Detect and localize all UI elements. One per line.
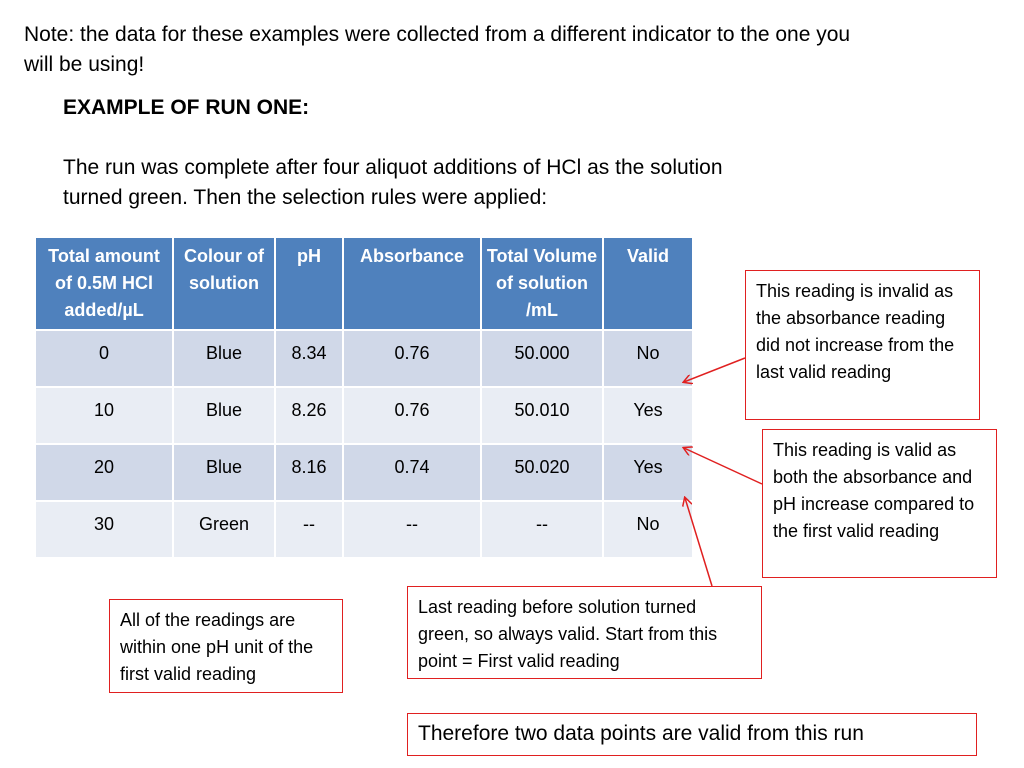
cell-ph: 8.34 <box>275 330 343 387</box>
cell-volume: 50.020 <box>481 444 603 501</box>
header-total-volume: Total Volume of solution /mL <box>481 237 603 330</box>
cell-ph: -- <box>275 501 343 558</box>
cell-hcl: 10 <box>35 387 173 444</box>
cell-colour: Blue <box>173 330 275 387</box>
callout-invalid-reading: This reading is invalid as the absorbance reading did not increase from the last valid reading <box>745 270 980 420</box>
note-text: Note: the data for these examples were collected from a different indicator to the one you will be using! <box>24 23 851 76</box>
arrow-to-row-0 <box>684 358 745 382</box>
arrow-to-row-2 <box>685 498 712 586</box>
cell-valid: No <box>603 330 693 387</box>
cell-volume: -- <box>481 501 603 558</box>
header-ph: pH <box>275 237 343 330</box>
cell-ph: 8.16 <box>275 444 343 501</box>
cell-colour: Green <box>173 501 275 558</box>
callout-ph-unit: All of the readings are within one pH unit of the first valid reading <box>109 599 343 693</box>
callout-valid-reading: This reading is valid as both the absorbance and pH increase compared to the first valid reading <box>762 429 997 578</box>
cell-absorbance: 0.74 <box>343 444 481 501</box>
cell-colour: Blue <box>173 444 275 501</box>
header-colour: Colour of solution <box>173 237 275 330</box>
cell-absorbance: 0.76 <box>343 330 481 387</box>
cell-hcl: 30 <box>35 501 173 558</box>
description-text: The run was complete after four aliquot additions of HCl as the solution turned green. Then the selection rules were applied: <box>63 156 723 209</box>
cell-ph: 8.26 <box>275 387 343 444</box>
cell-absorbance: -- <box>343 501 481 558</box>
header-absorbance: Absorbance <box>343 237 481 330</box>
cell-colour: Blue <box>173 387 275 444</box>
arrow-to-row-1 <box>684 448 762 484</box>
cell-hcl: 0 <box>35 330 173 387</box>
callout-conclusion: Therefore two data points are valid from this run <box>407 713 977 756</box>
cell-volume: 50.000 <box>481 330 603 387</box>
header-valid: Valid <box>603 237 693 330</box>
section-heading: EXAMPLE OF RUN ONE: <box>63 96 310 119</box>
cell-valid: No <box>603 501 693 558</box>
header-hcl-added: Total amount of 0.5M HCl added/µL <box>35 237 173 330</box>
cell-absorbance: 0.76 <box>343 387 481 444</box>
cell-valid: Yes <box>603 387 693 444</box>
cell-valid: Yes <box>603 444 693 501</box>
cell-hcl: 20 <box>35 444 173 501</box>
cell-volume: 50.010 <box>481 387 603 444</box>
callout-last-reading: Last reading before solution turned green, so always valid. Start from this point = First valid reading <box>407 586 762 679</box>
